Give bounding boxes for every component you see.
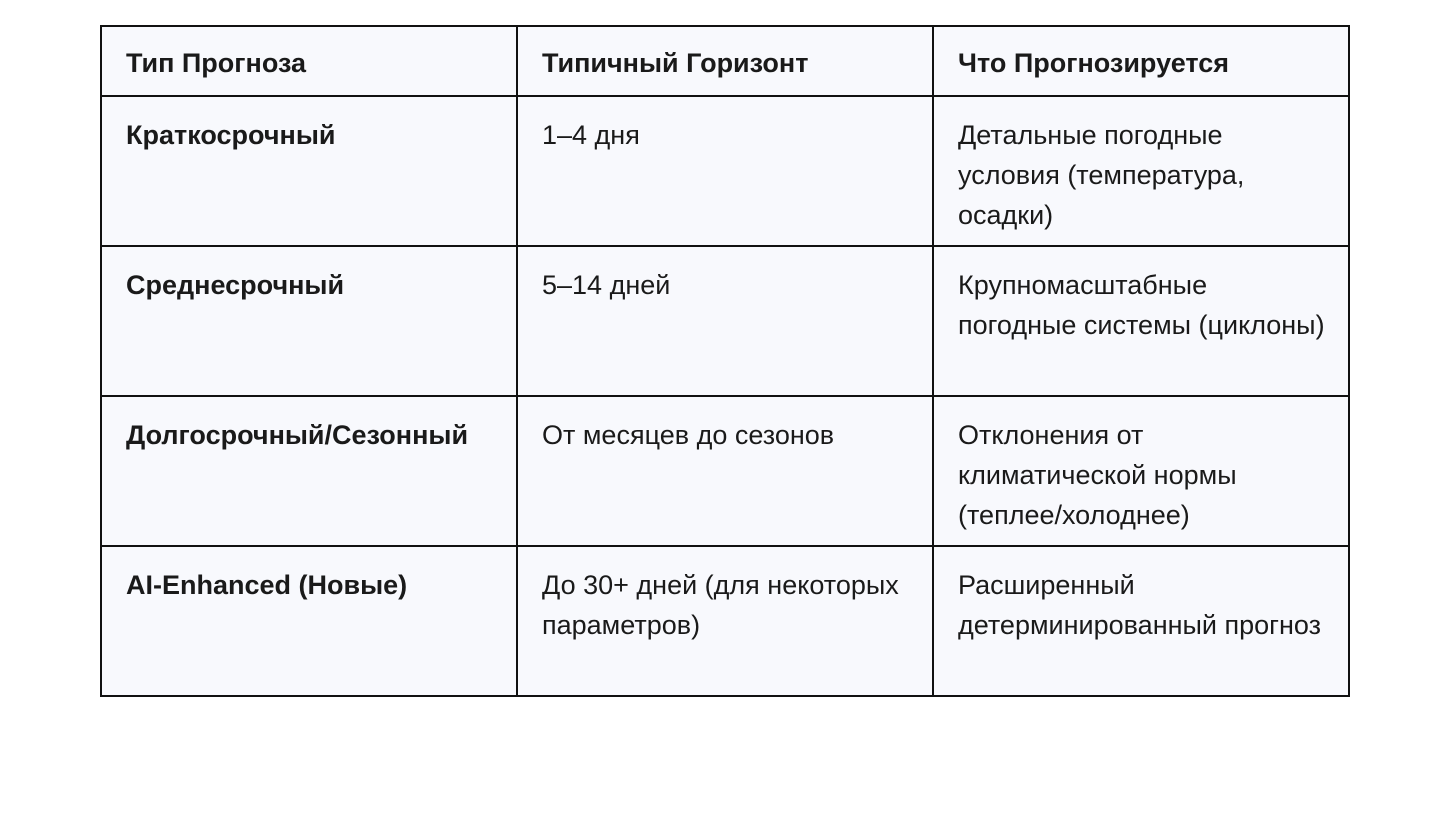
table-row xyxy=(101,96,1349,246)
cell-typical-horizon: 1–4 дня xyxy=(517,96,933,246)
table-row xyxy=(101,396,1349,546)
cell-typical-horizon: 5–14 дней xyxy=(517,246,933,396)
cell-forecast-type: Краткосрочный xyxy=(101,96,517,246)
table-header-row xyxy=(101,26,1349,96)
cell-forecast-type: Среднесрочный xyxy=(101,246,517,396)
forecast-table xyxy=(100,25,1350,697)
cell-forecast-type: Долгосрочный/Сезонный xyxy=(101,396,517,546)
header-what-is-forecast: Что Прогнозируется xyxy=(933,26,1349,96)
header-forecast-type: Тип Прогноза xyxy=(101,26,517,96)
table-row xyxy=(101,246,1349,396)
header-typical-horizon: Типичный Горизонт xyxy=(517,26,933,96)
table-row xyxy=(101,546,1349,696)
cell-forecast-type: AI-Enhanced (Новые) xyxy=(101,546,517,696)
cell-typical-horizon: До 30+ дней (для некоторых параметров) xyxy=(517,546,933,696)
cell-typical-horizon: От месяцев до сезонов xyxy=(517,396,933,546)
cell-what-is-forecast: Отклонения от климатической нормы (теплее/холоднее) xyxy=(933,396,1349,546)
cell-what-is-forecast: Крупномасштабные погодные системы (циклоны) xyxy=(933,246,1349,396)
cell-what-is-forecast: Детальные погодные условия (температура, осадки) xyxy=(933,96,1349,246)
cell-what-is-forecast: Расширенный детерминированный прогноз xyxy=(933,546,1349,696)
